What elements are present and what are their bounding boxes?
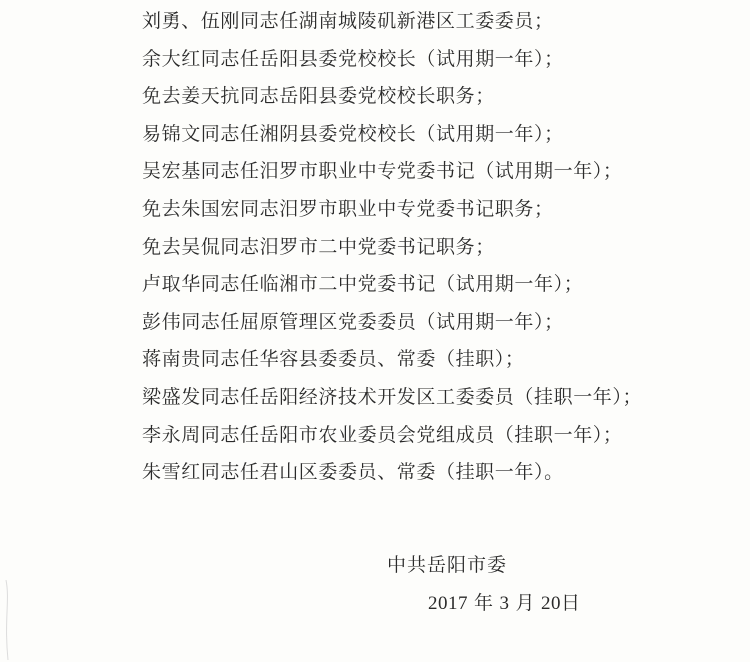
- appointment-line: 梁盛发同志任岳阳经济技术开发区工委委员（挂职一年）；: [142, 385, 643, 408]
- date-year-unit: 年: [474, 592, 494, 614]
- scan-edge-mark: [2, 580, 22, 660]
- date-year: 2017: [428, 593, 468, 614]
- appointment-line: 蒋南贵同志任华容县委委员、常委（挂职）；: [142, 348, 525, 371]
- appointment-line: 免去吴侃同志汨罗市二中党委书记职务；: [142, 235, 495, 258]
- date-day: 20: [541, 593, 562, 614]
- issuing-organization: 中共岳阳市委: [387, 554, 508, 576]
- appointment-line: 吴宏基同志任汨罗市职业中专党委书记（试用期一年）；: [142, 160, 623, 183]
- date-day-unit: 日: [561, 592, 581, 614]
- date-month: 3: [499, 593, 510, 614]
- appointment-line: 李永周同志任岳阳市农业委员会党组成员（挂职一年）；: [142, 423, 623, 446]
- appointment-line: 余大红同志任岳阳县委党校校长（试用期一年）；: [142, 47, 564, 70]
- appointment-line: 彭伟同志任屈原管理区党委委员（试用期一年）；: [142, 310, 564, 333]
- appointment-line: 免去朱国宏同志汨罗市职业中专党委书记职务；: [142, 197, 554, 220]
- issue-date: [428, 588, 581, 619]
- appointment-line: 卢取华同志任临湘市二中党委书记（试用期一年）；: [142, 273, 584, 296]
- appointment-line: 易锦文同志任湘阴县委党校校长（试用期一年）；: [142, 122, 564, 145]
- appointment-line: 朱雪红同志任君山区委委员、常委（挂职一年）。: [142, 461, 564, 484]
- date-month-unit: 月: [515, 592, 536, 614]
- appointment-line: 刘勇、伍刚同志任湖南城陵矶新港区工委委员；: [142, 10, 554, 32]
- appointment-line: 免去姜天抗同志岳阳县委党校校长职务；: [142, 85, 495, 108]
